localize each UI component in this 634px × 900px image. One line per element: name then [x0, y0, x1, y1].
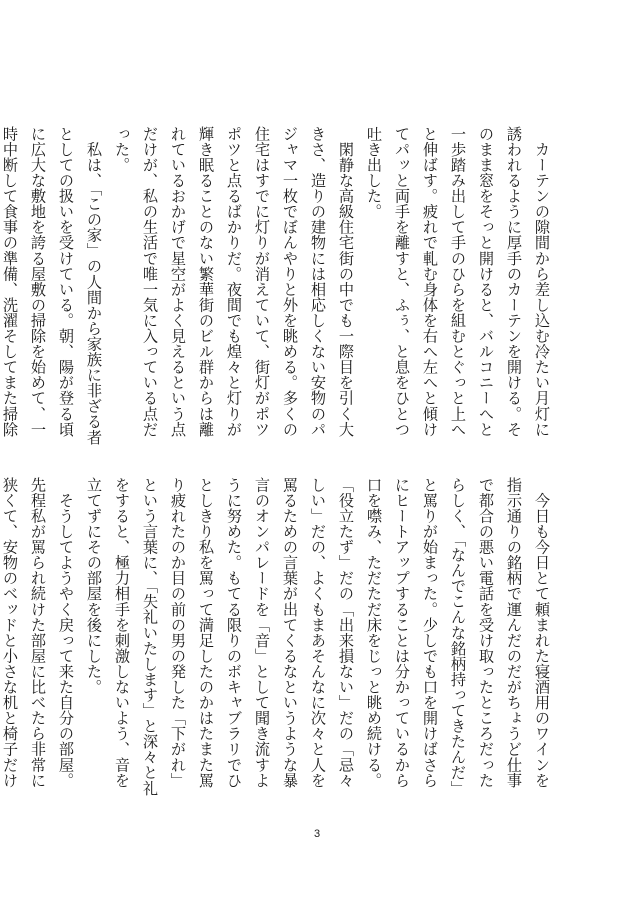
upper-text-block — [1, 126, 556, 452]
paragraph: 私は、「この家」の人間から家族に非ざる者としての扱いを受けている。朝、陽が登る頃に広大な敷地を誇る屋敷の掃除を始めて、一時中断して食事の準備、洗濯そしてまた掃除 — [1, 126, 103, 445]
paragraph: 閑静な高級住宅街の中でも一際目を引く大きさ、造りの建物には相応しくない安物のパジャマ一枚でぼんやりと外を眺める。多くの住宅はすでに灯りが消えていて、街灯がポツポツと点るばかりだ。夜間でも煌々と灯りが輝き眠ることのない繁華街のビル群からは離れているおかげで星空がよく見えるという点だけが、私の生活で唯一気に入っている点だった。 — [113, 126, 355, 437]
lower-text-block — [1, 477, 556, 803]
page-number: 3 — [313, 828, 321, 840]
paragraph: 今日も今日とて頼まれた寝酒用のワインを指示通りの銘柄で運んだのだがちょうど仕事で都合の悪い電話を受け取ったところだったらしく、「なんでこんな銘柄持ってきたんだ」と罵りが始まった。少しでも口を開けばさらにヒートアップすることは分かっているから口を噤み、ただただ床をじっと眺め続ける。「役立たず」だの「出来損ない」だの「忌々しい」だの、よくもまあそんなに次々と人を罵るための言葉が出てくるなというような暴言のオンパレードを「音」として聞き流すように努めた。もてる限りのボキャブラリでひとしきり私を罵って満足したのかはたまた罵り疲れたのか目の前の男の発した「下がれ」という言葉に、「失礼いたします」と深々と礼をすると、極力相手を刺激しないよう、音を立てずにその部屋を後にした。 — [85, 477, 551, 796]
paragraph: カーテンの隙間から差し込む冷たい月灯に誘われるように厚手のカーテンを開ける。そのまま窓をそっと開けると、バルコニーへと一歩踏み出して手のひらを組むとぐっと上へと伸ばす。疲れで軋む身体を右へ左へと傾けてパッと両手を離すと、ふぅ、と息をひとつ吐き出した。 — [365, 126, 551, 437]
paragraph: そうしてようやく戻って来た自分の部屋。先程私が罵られ続けた部屋に比べたら非常に狭くて、安物のベッドと小さな机と椅子だけ — [1, 477, 75, 788]
